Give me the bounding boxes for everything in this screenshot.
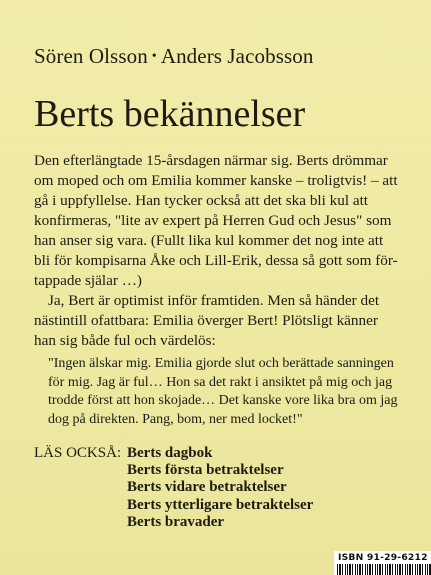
authors-line [34,44,313,69]
description-line: tappade själar …) [34,272,142,289]
quote-line: trodde först att hon skojade… Det kanske vore lika bra om jag [48,393,398,408]
book-list-item: Berts första betraktelser [127,462,284,479]
book-title: Berts bekännelser [34,93,306,135]
see-also-section [34,445,313,531]
barcode-icon [337,564,431,575]
description-line: gå i uppfyllelse. Han tycker också att det ska bli kul att [34,192,369,209]
description-line: han anser sig vara. (Fullt lika kul kommer det nog inte att [34,232,384,249]
description-line: nästintill ofattbara: Emilia överger Bert! Plötsligt känner [34,312,378,329]
quote-line: för mig. Jag är ful… Hon sa det rakt i ansiktet på mig och jag [48,374,393,390]
see-also-label: LÄS OCKSÅ: [34,445,122,461]
quote-block [48,355,408,429]
quote-line: "Ingen älskar mig. Emilia gjorde slut och berättade sanningen [48,356,394,371]
book-list-item: Berts vidare betraktelser [127,479,287,496]
book-list-item: Berts dagbok [127,445,213,461]
description-line: Den efterlängtade 15-årsdagen närmar sig. Berts drömmar [34,152,388,169]
description-line: han sig både ful och värdelös: [34,332,216,349]
description-line: bli för kompisarna Åke och Lill-Erik, dessa så gott som för- [34,252,398,269]
quote-line: dog på direkten. Pang, bom, ner med locket!" [48,411,303,427]
book-list-item: Berts bravader [127,513,225,530]
isbn-number: ISBN 91-29-6212 [338,552,428,563]
description [34,151,400,351]
book-list-item: Berts ytterligare betraktelser [127,496,314,513]
description-line: Ja, Bert är optimist inför framtiden. Men så händer det [48,292,380,309]
description-line: om moped och om Emilia kommer kanske – troligtvis! – att [34,172,398,189]
author-separator: • [151,49,157,64]
author-second: Anders Jacobsson [160,44,314,68]
description-line: konfirmeras, "lite av expert på Herren Gud och Jesus" som [34,212,392,229]
author-first: Sören Olsson [34,44,148,68]
isbn-barcode-box [334,551,431,575]
